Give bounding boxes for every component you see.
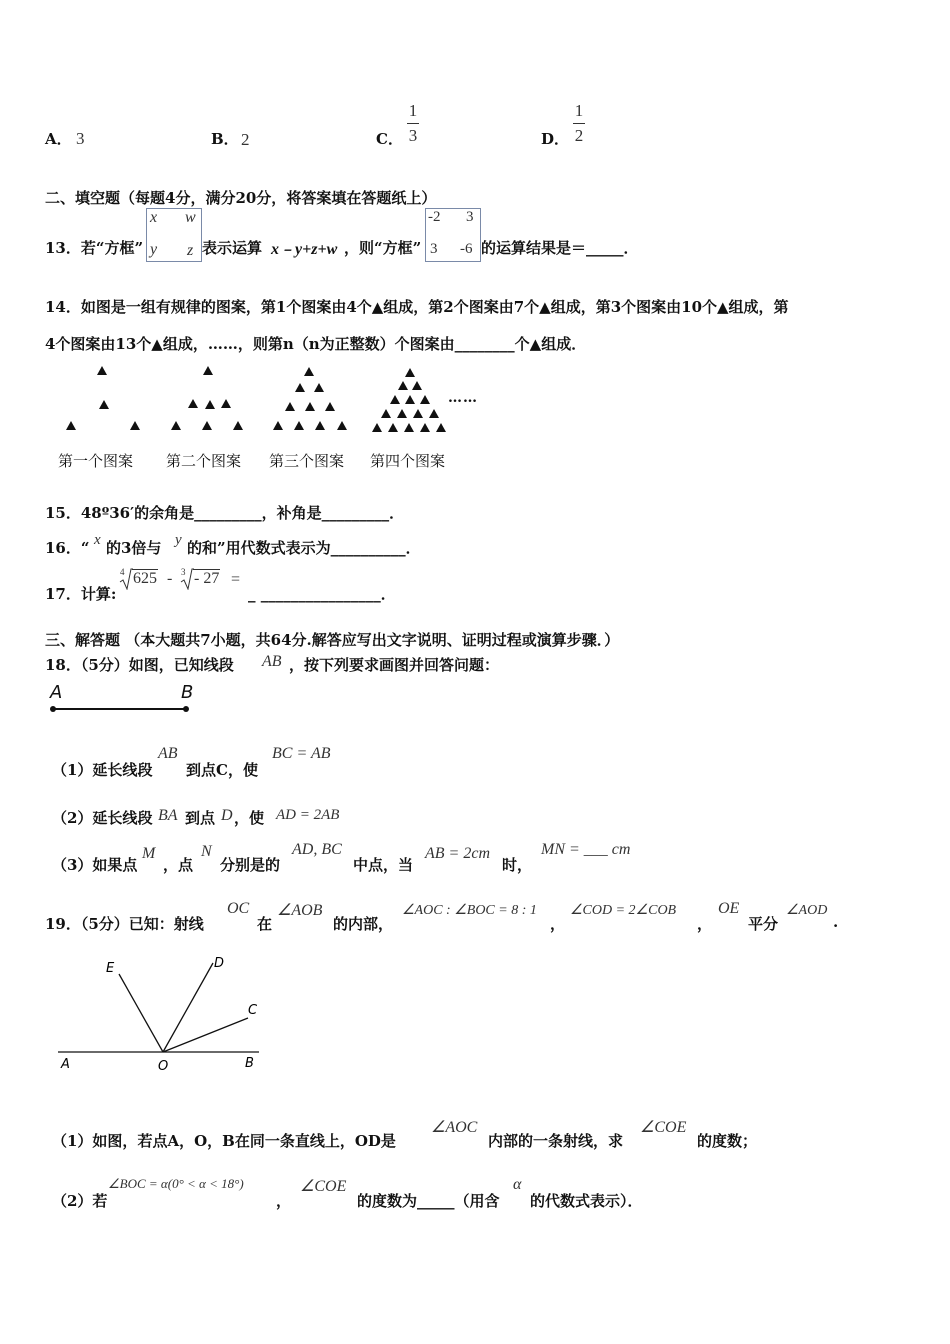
root2-index: 3 (181, 567, 186, 577)
q13-prefix: 13．若“方框” (45, 239, 144, 257)
option-d-label: D． (541, 130, 570, 148)
q19-ratio: ∠AOC : ∠BOC = 8 : 1 (402, 903, 537, 918)
option-c-fraction (407, 102, 419, 145)
triangle-mark (285, 402, 295, 411)
option-b-label: B． (211, 130, 239, 148)
triangle-mark (315, 421, 325, 430)
q19-p1-c: 的度数； (697, 1132, 758, 1150)
box1-top-left: x (150, 209, 158, 226)
label-b: B (245, 1056, 254, 1071)
q19-period: . (833, 913, 839, 931)
q19-angle-figure (50, 950, 280, 1080)
ray-od (163, 963, 213, 1052)
q16-suffix: 的和”用代数式表示为__________． (187, 539, 421, 557)
triangle-mark (337, 421, 347, 430)
triangle-mark (221, 399, 231, 408)
q17-expression (119, 566, 249, 596)
triangle-mark (397, 409, 407, 418)
triangle-mark (325, 402, 335, 411)
q19-comma1: ， (550, 915, 566, 933)
q13-suffix: 的运算结果是＝_____． (481, 239, 639, 257)
triangle-mark (420, 395, 430, 404)
q14-caption-3: 第三个图案 (269, 452, 345, 470)
q19-oe: OE (718, 900, 740, 917)
q18-p3-c: 分别是的 (220, 856, 281, 874)
section3-heading: 三、解答题 （本大题共7小题，共64分.解答应写出文字说明、证明过程或演算步骤．） (45, 631, 620, 649)
q13-box1 (146, 208, 202, 262)
root2-radicand: - 27 (194, 570, 220, 587)
q18-stem-suffix: ，按下列要求画图并回答问题： (289, 656, 500, 674)
q16-mid: 的3倍与 (106, 539, 162, 557)
q18-p3-mn: MN = ___ cm (541, 841, 631, 858)
triangle-mark (188, 399, 198, 408)
triangle-mark (413, 409, 423, 418)
q19-p2-c: 的代数式表示）． (530, 1192, 643, 1210)
label-d: D (214, 956, 225, 971)
label-e: E (106, 961, 115, 976)
triangle-mark (429, 409, 439, 418)
q19-cod: ∠COD = 2∠COB (570, 903, 677, 918)
triangle-mark (405, 368, 415, 377)
q17-minus: - (167, 570, 173, 587)
triangle-mark (304, 367, 314, 376)
q13-expression: x﹣y+z+w (271, 241, 338, 258)
q19-p2-comma: ， (276, 1192, 292, 1210)
q18-p3-m: M (142, 845, 156, 862)
triangle-mark (404, 423, 414, 432)
q18-p3-a: （3）如果点 (52, 856, 138, 874)
q18-p1-eq: BC = AB (272, 745, 331, 762)
triangle-mark (412, 381, 422, 390)
box1-bottom-right: z (187, 242, 194, 259)
q14-line2: 4个图案由13个▲组成，……，则第n（n为正整数）个图案由________个▲组成． (45, 335, 587, 353)
q18-p2-d: D (221, 807, 233, 824)
triangle-mark (436, 423, 446, 432)
q14-line1: 14．如图是一组有规律的图案，第1个图案由4个▲组成，第2个图案由7个▲组成，第3个图案由10个▲组成，第 (45, 298, 789, 316)
q19-stem-b: 在 (257, 915, 273, 933)
q13-box2 (425, 208, 481, 262)
option-a-label: A． (45, 130, 72, 148)
box2-top-right: 3 (466, 209, 474, 225)
q19-stem-d: 平分 (748, 915, 779, 933)
q19-p1-b: 内部的一条射线，求 (488, 1132, 624, 1150)
q19-p2-a: （2）若 (52, 1192, 108, 1210)
section2-heading: 二、填空题（每题4分，满分20分，将答案填在答题纸上） (45, 189, 437, 207)
q18-p2-c: ，使 (234, 809, 265, 827)
label-a: A (61, 1057, 70, 1072)
root1-index: 4 (120, 567, 125, 577)
triangle-mark (388, 423, 398, 432)
option-c-denominator: 3 (408, 125, 418, 145)
triangle-mark (203, 366, 213, 375)
label-c: C (248, 1003, 258, 1018)
ray-oe (119, 974, 163, 1052)
q18-p1-ab: AB (158, 745, 178, 762)
triangle-mark (202, 421, 212, 430)
q18-stem-var: AB (262, 653, 282, 670)
q18-p3-d: 中点，当 (353, 856, 414, 874)
q13-mid2: ，则“方框” (344, 239, 422, 257)
triangle-mark (233, 421, 243, 430)
q18-p2-eq: AD = 2AB (276, 807, 340, 823)
triangle-mark (130, 421, 140, 430)
q17-suffix: _ ________________． (248, 585, 396, 603)
q18-p3-n: N (201, 843, 212, 860)
root1-radical-icon (119, 568, 133, 590)
option-c-label: C． (376, 130, 403, 148)
q19-p2-coe: ∠COE (300, 1178, 347, 1195)
option-d-numerator: 1 (574, 101, 584, 120)
option-a-value: 3 (76, 129, 85, 148)
q19-p1-aoc: ∠AOC (431, 1119, 478, 1136)
root2-radical-icon (180, 568, 194, 590)
triangle-mark (294, 421, 304, 430)
q14-ellipsis: …… (448, 390, 478, 406)
triangle-mark (390, 395, 400, 404)
triangle-mark (97, 366, 107, 375)
q18-p3-b: ，点 (163, 856, 194, 874)
triangle-mark (66, 421, 76, 430)
ray-oc (163, 1018, 248, 1052)
q18-p3-eq: AB = 2cm (425, 845, 490, 862)
triangle-mark (398, 381, 408, 390)
q16-x: x (94, 532, 101, 548)
option-c-numerator: 1 (408, 101, 418, 120)
q19-p2-alpha: α (513, 1176, 522, 1193)
q19-stem-a: 19．（5分）已知：射线 (45, 915, 204, 933)
triangle-mark (420, 423, 430, 432)
q19-comma2: ， (697, 915, 713, 933)
triangle-mark (295, 383, 305, 392)
q13-mid: 表示运算 (202, 239, 263, 257)
q18-p3-e: 时， (502, 856, 533, 874)
q19-oc: OC (227, 900, 250, 917)
q19-p2-b: 的度数为_____（用含 (357, 1192, 500, 1210)
option-d-denominator: 2 (574, 125, 584, 145)
q18-p2-ba: BA (158, 807, 178, 824)
q19-aod: ∠AOD (786, 903, 828, 918)
q17-equals: = (231, 571, 241, 588)
q17-prefix: 17．计算: (45, 585, 117, 603)
q19-p1-a: （1）如图，若点A，O，B在同一条直线上，OD是 (52, 1132, 396, 1150)
triangle-mark (314, 383, 324, 392)
option-d-fraction (573, 102, 585, 145)
q14-caption-2: 第二个图案 (166, 452, 242, 470)
q18-p3-adbc: AD, BC (292, 841, 342, 858)
q19-stem-c: 的内部， (333, 915, 394, 933)
triangle-mark (405, 395, 415, 404)
box2-bottom-left: 3 (430, 241, 438, 257)
q14-caption-4: 第四个图案 (370, 452, 446, 470)
triangle-mark (205, 400, 215, 409)
triangle-mark (171, 421, 181, 430)
triangle-mark (305, 402, 315, 411)
q18-p1-b: 到点C，使 (186, 761, 258, 779)
root1-radicand: 625 (133, 570, 157, 587)
label-o: O (158, 1059, 169, 1074)
q14-caption-1: 第一个图案 (58, 452, 134, 470)
q19-p1-coe: ∠COE (640, 1119, 687, 1136)
point-a (50, 706, 56, 712)
triangle-mark (99, 400, 109, 409)
box1-bottom-left: y (150, 241, 158, 258)
q16-y: y (175, 532, 182, 548)
triangle-mark (273, 421, 283, 430)
point-b (183, 706, 189, 712)
triangle-mark (372, 423, 382, 432)
box1-top-right: w (185, 209, 196, 226)
q19-aob: ∠AOB (277, 902, 323, 919)
q18-p2-b: 到点 (185, 809, 216, 827)
q15-text: 15．48º36′的余角是_________，补角是_________． (45, 504, 405, 522)
label-b: B (181, 682, 194, 703)
option-b-value: 2 (241, 130, 250, 149)
triangle-mark (381, 409, 391, 418)
q16-prefix: 16．“ (45, 539, 90, 557)
box2-top-left: -2 (428, 209, 441, 225)
box2-bottom-right: -6 (460, 241, 473, 257)
label-a: A (50, 682, 63, 703)
q19-p2-boc: ∠BOC = α(0° < α < 18°) (108, 1176, 244, 1191)
q18-segment-figure (44, 680, 214, 720)
q18-p1-a: （1）延长线段 (52, 761, 153, 779)
q18-p2-a: （2）延长线段 (52, 809, 153, 827)
q18-stem-prefix: 18．（5分）如图，已知线段 (45, 656, 234, 674)
